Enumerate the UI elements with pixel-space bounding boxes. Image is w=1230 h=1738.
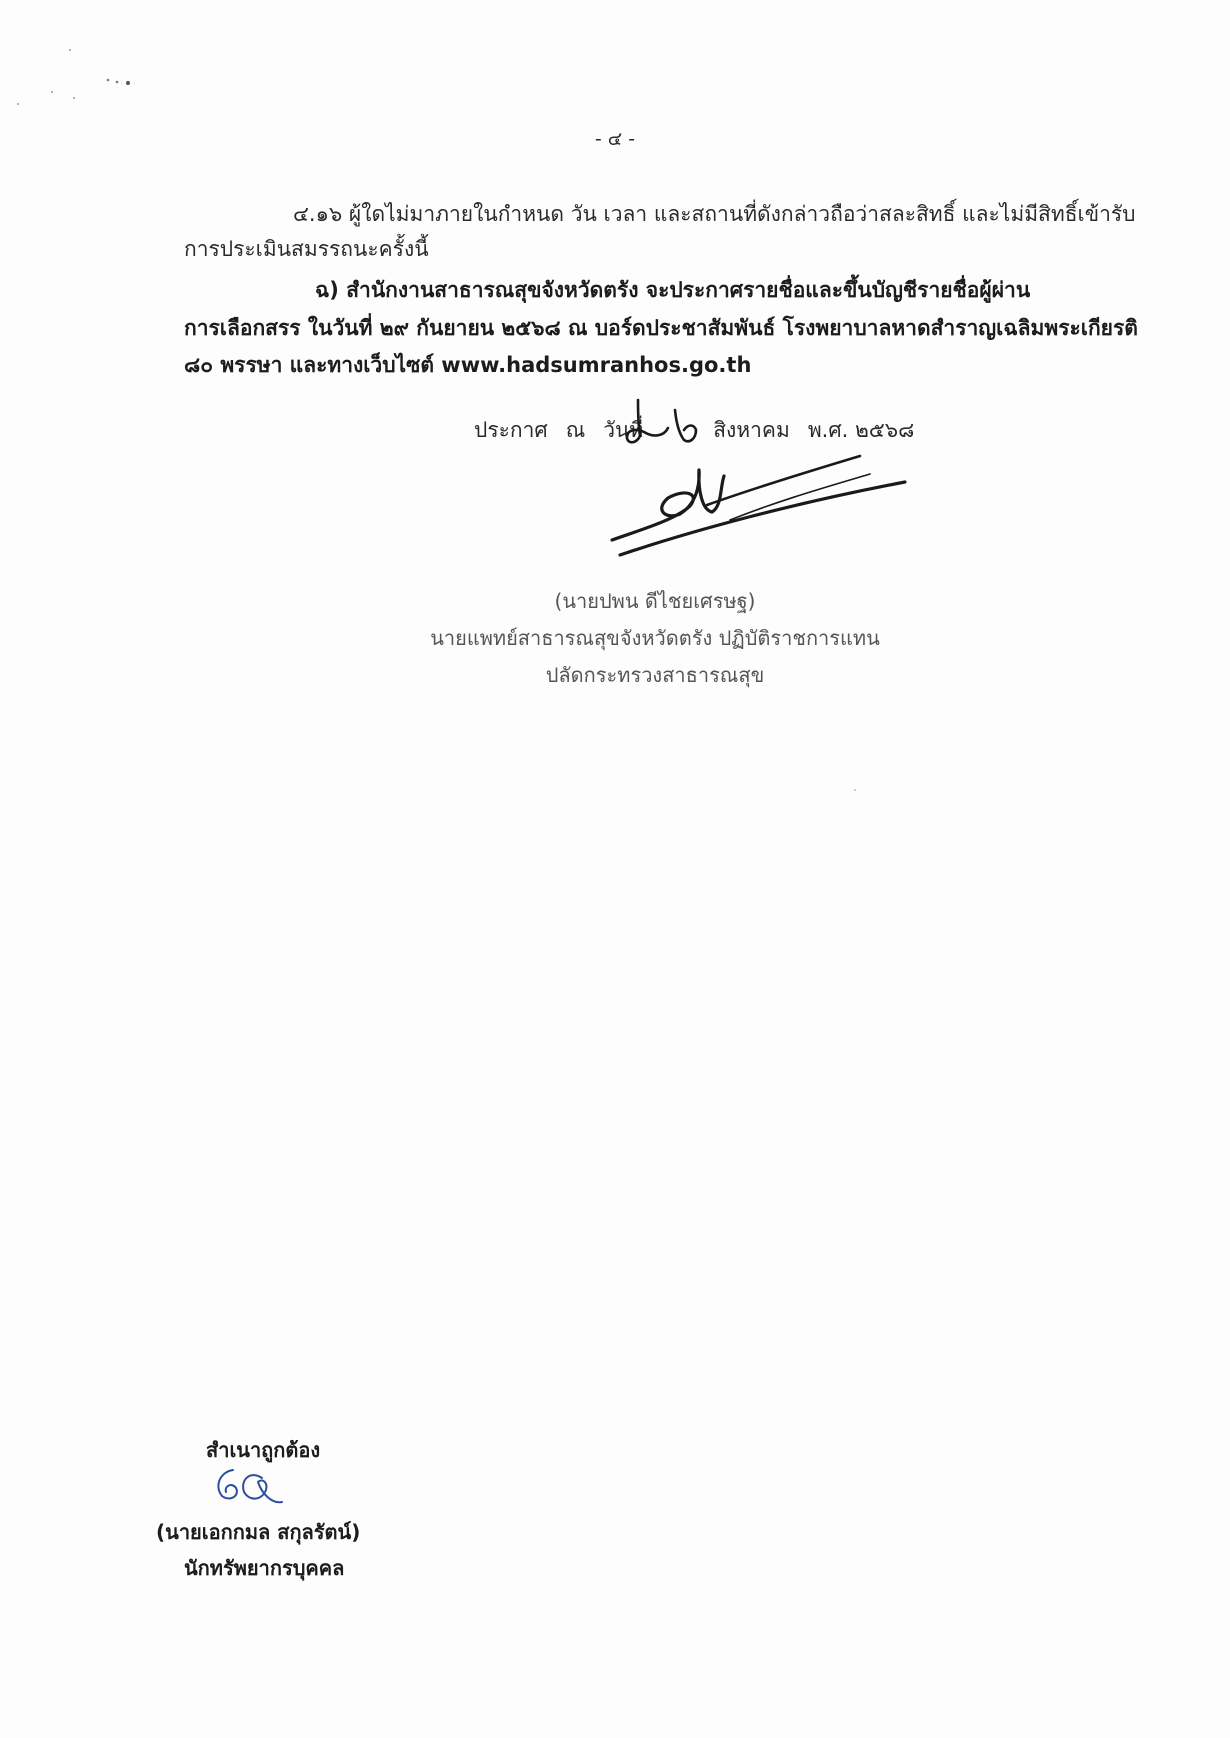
date-at: ณ bbox=[565, 418, 586, 442]
date-year: ๒๕๖๘ bbox=[855, 418, 915, 442]
paragraph-4-16-line-2: การประเมินสมรรถนะครั้งนี้ bbox=[184, 237, 429, 261]
signer-name: (นายปพน ดีไชยเศรษฐ) bbox=[554, 589, 756, 613]
date-day-label: วันที่ bbox=[603, 418, 644, 442]
page-number: - ๔ - bbox=[594, 128, 636, 150]
date-era: พ.ศ. bbox=[807, 418, 849, 442]
paragraph-cho-line-2: การเลือกสรร ในวันที่ ๒๙ กันยายน ๒๕๖๘ ณ บอร์ดประชาสัมพันธ์ โรงพยาบาลหาดสำราญเฉลิมพระเกียรติ bbox=[184, 316, 1138, 340]
paragraph-cho-line-1: ฉ) สำนักงานสาธารณสุขจังหวัดตรัง จะประกาศรายชื่อและขึ้นบัญชีรายชื่อผู้ผ่าน bbox=[315, 278, 1031, 302]
date-month: สิงหาคม bbox=[713, 418, 790, 442]
signer-title-line-2: ปลัดกระทรวงสาธารณสุข bbox=[545, 663, 765, 687]
certified-copy-label: สำเนาถูกต้อง bbox=[206, 1438, 321, 1462]
paragraph-cho-line-3: ๘๐ พรรษา และทางเว็บไซต์ www.hadsumranhos.go.th bbox=[184, 353, 752, 377]
paragraph-4-16-line-1: ๔.๑๖ ผู้ใดไม่มาภายในกำหนด วัน เวลา และสถานที่ดังกล่าวถือว่าสละสิทธิ์ และไม่มีสิทธิ์เข้ารับ bbox=[293, 202, 1136, 226]
certifier-name: (นายเอกกมล สกุลรัตน์) bbox=[156, 1520, 361, 1544]
signer-title-line-1: นายแพทย์สาธารณสุขจังหวัดตรัง ปฏิบัติราชการแทน bbox=[430, 626, 880, 650]
date-prefix: ประกาศ bbox=[474, 418, 548, 442]
certifier-title: นักทรัพยากรบุคคล bbox=[184, 1556, 345, 1580]
